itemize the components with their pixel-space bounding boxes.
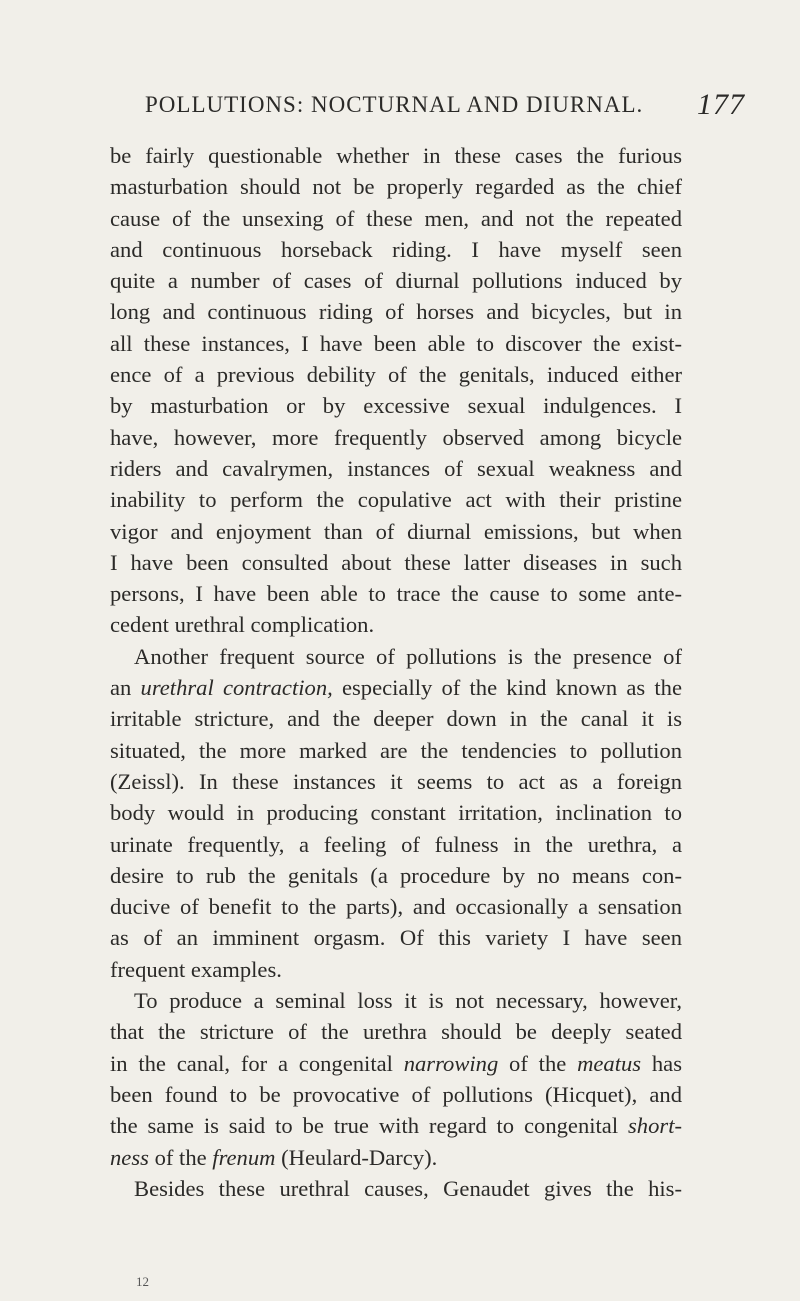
text-line: Another frequent source of pollutions is the presence of [134, 643, 682, 669]
page-body [110, 140, 682, 1204]
text-line: body would in producing constant irritation, inclination to [110, 800, 682, 826]
text-line: inability to perform the copulative act with their pristine [110, 487, 682, 513]
text-line: long and continuous riding of horses and bicycles, but in [110, 299, 682, 325]
text-line: in the canal, for a congenital narrowing of the meatus has [110, 1050, 682, 1076]
page-number: 177 [697, 88, 745, 121]
text-line: To produce a seminal loss it is not necessary, however, [134, 988, 682, 1014]
running-title: POLLUTIONS: NOCTURNAL AND DIURNAL. [145, 92, 644, 117]
text-line: the same is said to be true with regard to congenital short- [110, 1113, 682, 1139]
text-line: frequent examples. [110, 956, 282, 982]
text-line: an urethral contraction, especially of the kind known as the [110, 675, 682, 701]
text-line: and continuous horseback riding. I have myself seen [110, 236, 682, 262]
text-line: situated, the more marked are the tendencies to pollution [110, 737, 682, 763]
text-line: quite a number of cases of diurnal pollutions induced by [110, 268, 682, 294]
text-line: Besides these urethral causes, Genaudet gives the his- [134, 1175, 682, 1201]
text-line: have, however, more frequently observed among bicycle [110, 424, 682, 450]
text-line: persons, I have been able to trace the cause to some ante- [110, 581, 682, 607]
text-line: vigor and enjoyment than of diurnal emissions, but when [110, 518, 682, 544]
text-line: ence of a previous debility of the genitals, induced either [110, 362, 682, 388]
text-line: urinate frequently, a feeling of fulness in the urethra, a [110, 831, 682, 857]
text-line: riders and cavalrymen, instances of sexual weakness and [110, 455, 682, 481]
text-line: been found to be provocative of pollutions (Hicquet), and [110, 1081, 682, 1107]
text-line: irritable stricture, and the deeper down in the canal it is [110, 706, 682, 732]
text-line: (Zeissl). In these instances it seems to act as a foreign [110, 768, 682, 794]
text-line: all these instances, I have been able to discover the exist- [110, 330, 682, 356]
text-line: desire to rub the genitals (a procedure by no means con- [110, 862, 682, 888]
text-line: that the stricture of the urethra should be deeply seated [110, 1019, 682, 1045]
text-line: masturbation should not be properly regarded as the chief [110, 174, 682, 200]
text-line: cedent urethral complication. [110, 612, 375, 638]
text-line: cause of the unsexing of these men, and not the repeated [110, 205, 682, 231]
text-line: ducive of benefit to the parts), and occasionally a sensation [110, 894, 682, 920]
text-line: be fairly questionable whether in these cases the furious [110, 143, 682, 168]
text-line: ness of the frenum (Heulard-Darcy). [110, 1144, 438, 1170]
running-header [145, 88, 745, 128]
text-line: by masturbation or by excessive sexual indulgences. I [110, 393, 682, 419]
text-line: I have been consulted about these latter diseases in such [110, 549, 682, 575]
signature-mark: 12 [136, 1274, 149, 1289]
text-line: as of an imminent orgasm. Of this variety I have seen [110, 925, 682, 951]
